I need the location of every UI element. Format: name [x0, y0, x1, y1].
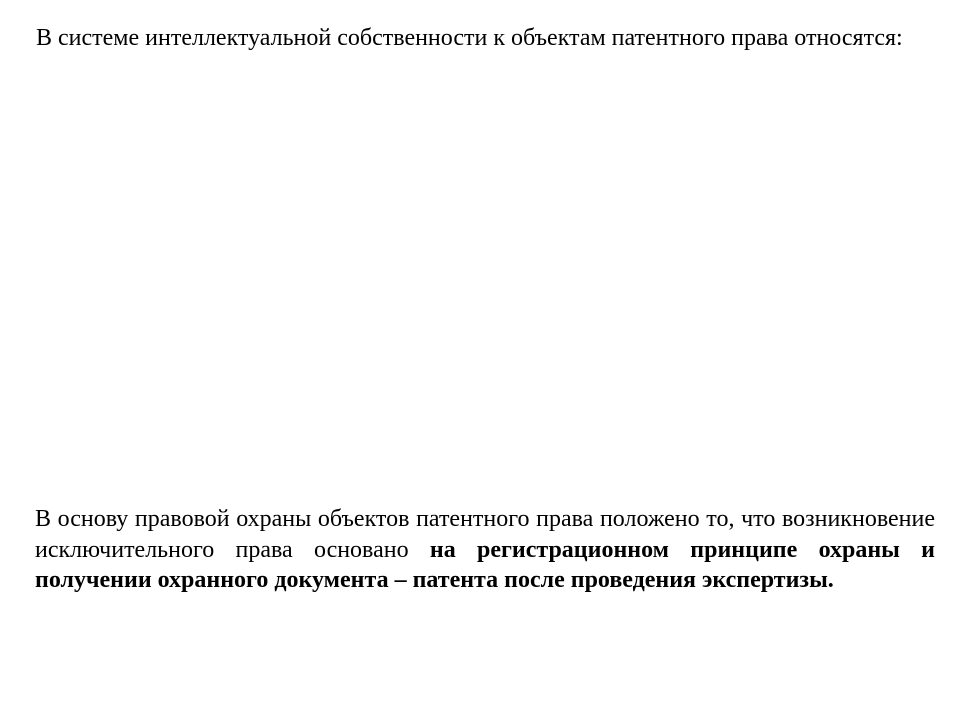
intro-heading-text: В системе интеллектуальной собственности к объектам патентного права относятся: [36, 25, 903, 51]
paragraph-plain-part: В основу правовой охраны объектов патентного права положено то, что возникновение исключительного права основано [35, 506, 935, 563]
paragraph-bold-part: на регистрационном принципе охраны и получении охранного документа – патента после проведения экспертизы. [35, 536, 936, 593]
patent-protection-paragraph [35, 504, 935, 596]
